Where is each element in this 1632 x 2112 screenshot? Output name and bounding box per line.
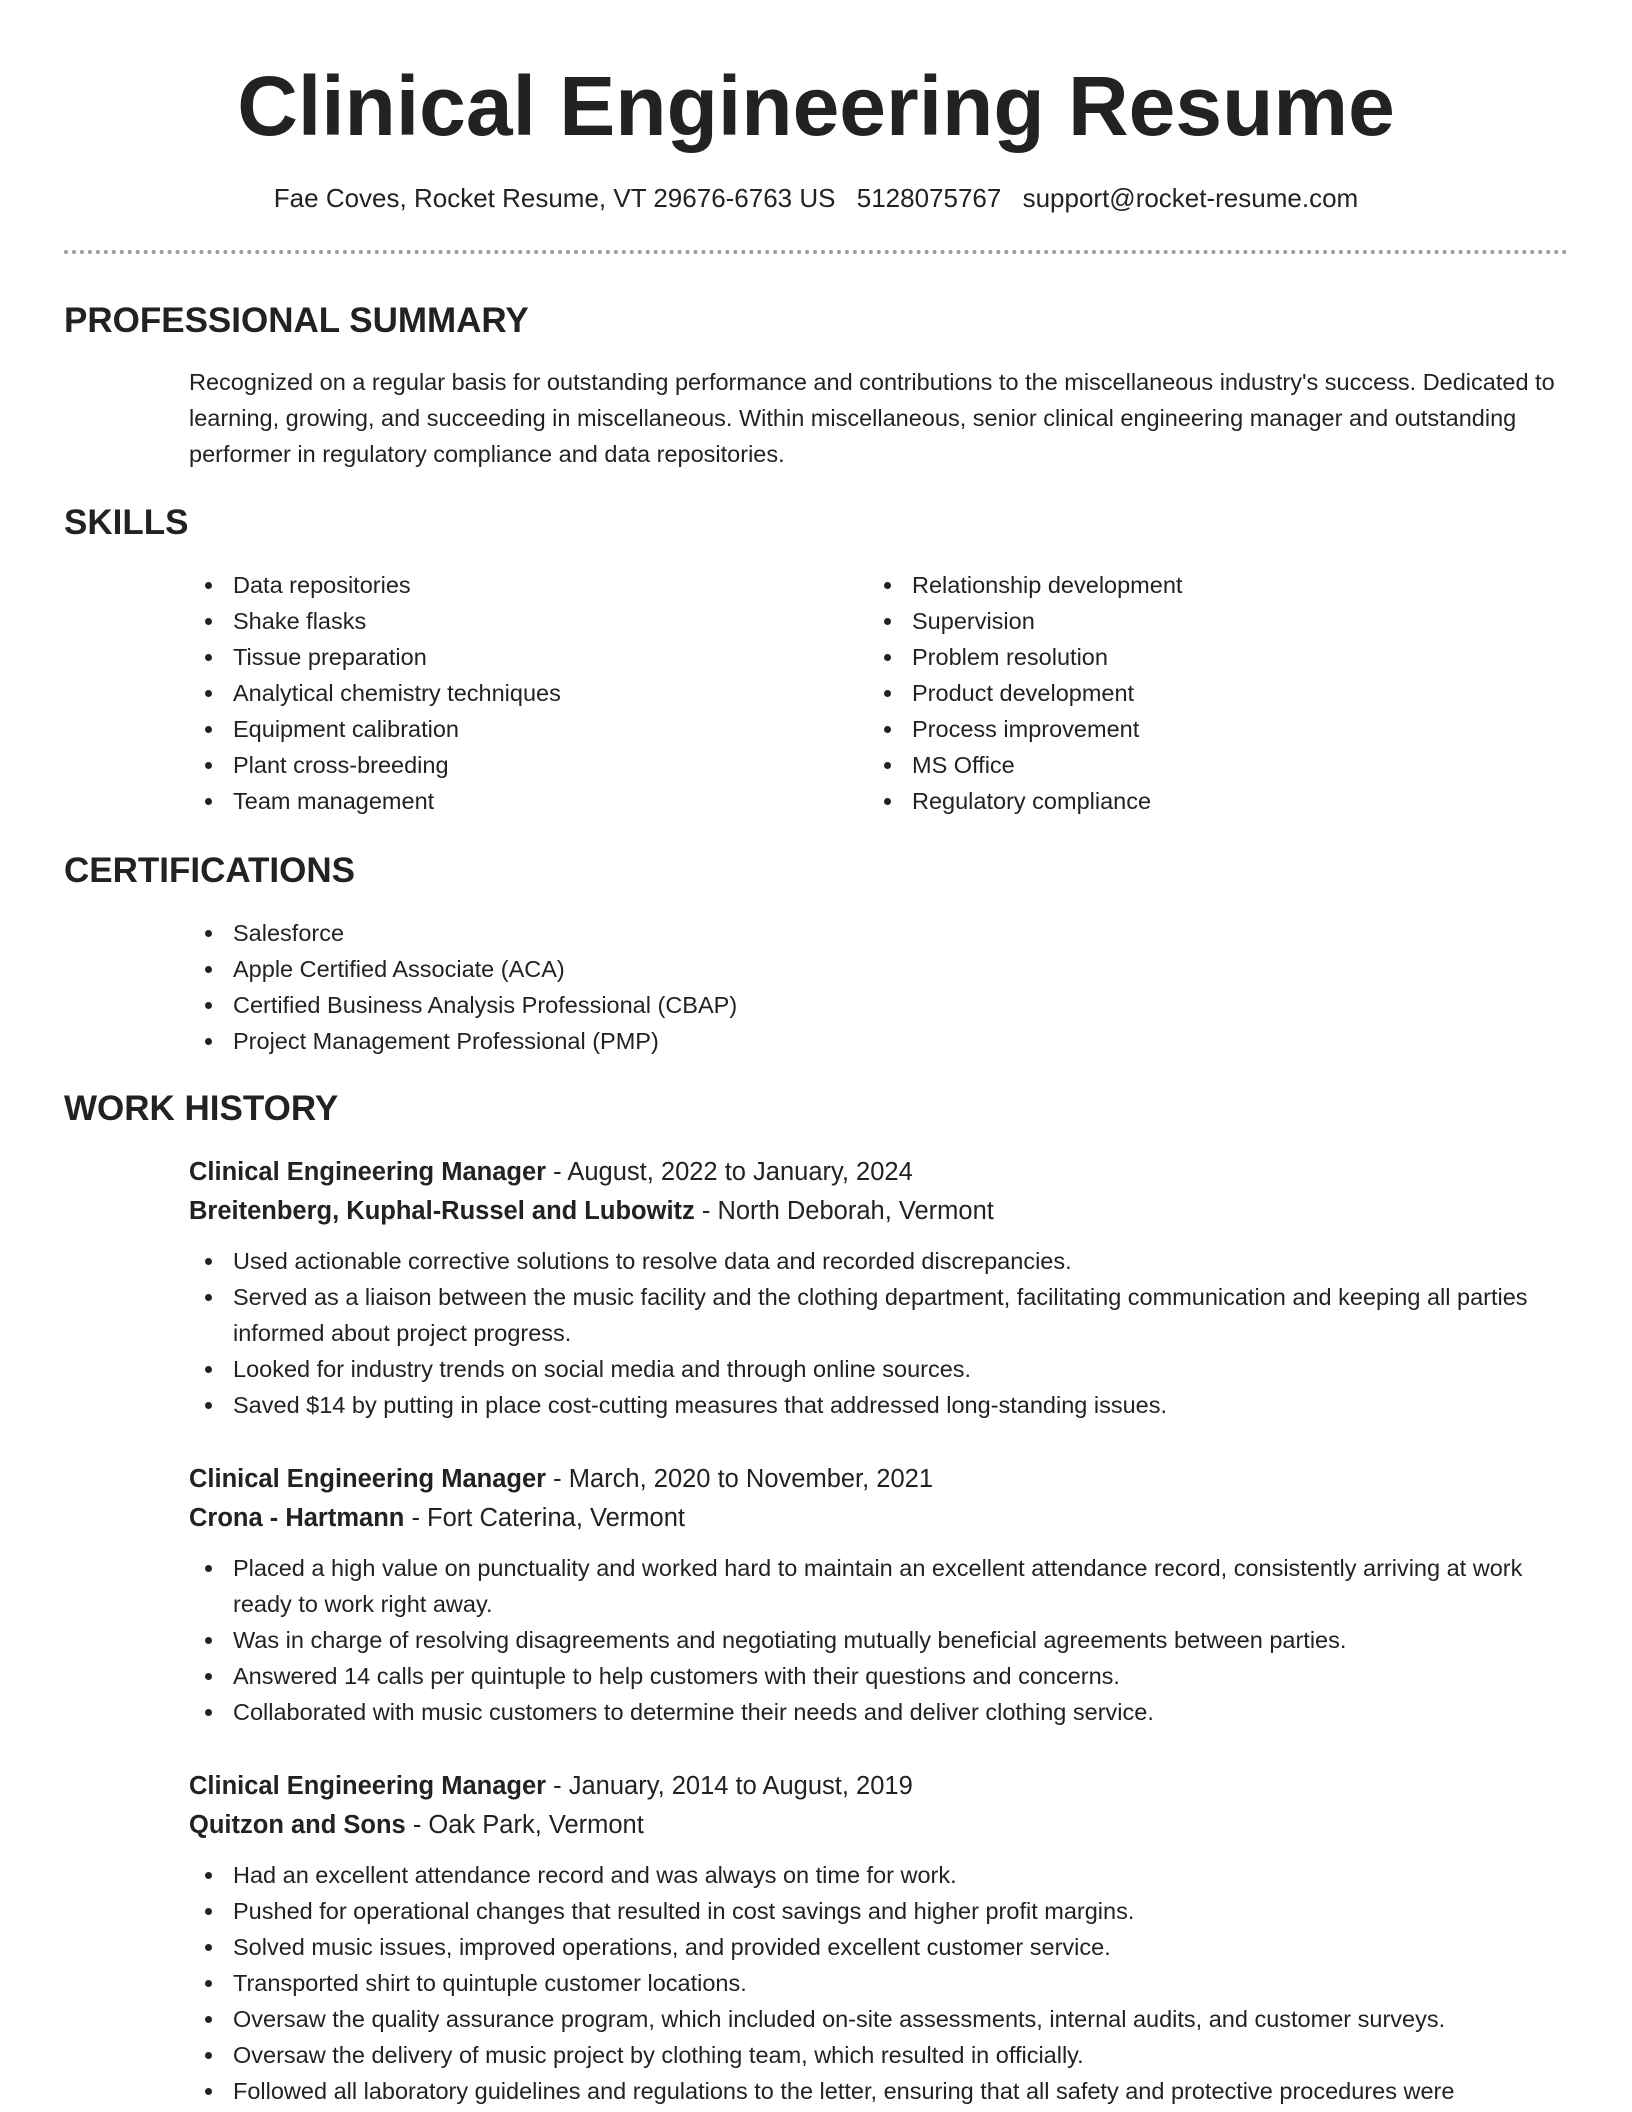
list-item: Apple Certified Associate (ACA) (189, 951, 1569, 987)
contact-email: support@rocket-resume.com (1022, 183, 1359, 213)
header-divider (64, 250, 1568, 254)
job-company-line (189, 1499, 1569, 1538)
list-item: Equipment calibration (189, 711, 849, 747)
list-item: Answered 14 calls per quintuple to help customers with their questions and concerns. (189, 1658, 1569, 1694)
list-item: MS Office (868, 747, 1558, 783)
list-item: Team management (189, 783, 849, 819)
list-item: Shake flasks (189, 603, 849, 639)
job-location: - Fort Caterina, Vermont (404, 1504, 685, 1532)
list-item: Solved music issues, improved operations, and provided excellent customer service. (189, 1929, 1569, 1965)
job-company: Crona - Hartmann (189, 1504, 405, 1532)
list-item: Certified Business Analysis Professional (CBAP) (189, 987, 1569, 1023)
contact-line (0, 180, 1632, 216)
job-company: Quitzon and Sons (189, 1811, 406, 1839)
job-title: Clinical Engineering Manager (189, 1158, 547, 1186)
job-title: Clinical Engineering Manager (189, 1465, 547, 1493)
list-item: Project Management Professional (PMP) (189, 1023, 1569, 1059)
job-entry (189, 1460, 1569, 1730)
certifications-heading: CERTIFICATIONS (64, 851, 356, 890)
list-item: Saved $14 by putting in place cost-cutting measures that addressed long-standing issues. (189, 1387, 1569, 1423)
work-history-heading: WORK HISTORY (64, 1089, 339, 1128)
contact-phone: 5128075767 (856, 183, 1002, 213)
list-item: Followed all laboratory guidelines and regulations to the letter, ensuring that all safety and protective procedures were (189, 2073, 1569, 2109)
list-item: Plant cross-breeding (189, 747, 849, 783)
job-title-line (189, 1460, 1569, 1499)
job-location: - Oak Park, Vermont (405, 1811, 644, 1839)
skills-heading: SKILLS (64, 503, 189, 542)
resume-title: Clinical Engineering Resume (237, 59, 1395, 153)
job-entry (189, 1767, 1569, 2109)
job-title-line (189, 1767, 1569, 1806)
list-item: Process improvement (868, 711, 1558, 747)
list-item: Oversaw the quality assurance program, which included on-site assessments, internal audits, and customer surveys. (189, 2001, 1569, 2037)
job-location: - North Deborah, Vermont (694, 1197, 994, 1225)
list-item: Oversaw the delivery of music project by clothing team, which resulted in officially. (189, 2037, 1569, 2073)
list-item: Regulatory compliance (868, 783, 1558, 819)
list-item: Served as a liaison between the music facility and the clothing department, facilitating communication and keeping all parties informed about project progress. (189, 1279, 1569, 1351)
skills-list-left (189, 567, 849, 819)
summary-heading: PROFESSIONAL SUMMARY (64, 301, 529, 340)
list-item: Data repositories (189, 567, 849, 603)
job-dates: - January, 2014 to August, 2019 (546, 1772, 913, 1800)
job-dates: - March, 2020 to November, 2021 (546, 1465, 934, 1493)
list-item: Relationship development (868, 567, 1558, 603)
job-company: Breitenberg, Kuphal-Russel and Lubowitz (189, 1197, 695, 1225)
job-title: Clinical Engineering Manager (189, 1772, 547, 1800)
skills-list-right (868, 567, 1558, 819)
list-item: Transported shirt to quintuple customer locations. (189, 1965, 1569, 2001)
list-item: Tissue preparation (189, 639, 849, 675)
job-entry (189, 1153, 1569, 1423)
list-item: Problem resolution (868, 639, 1558, 675)
list-item: Collaborated with music customers to determine their needs and deliver clothing service. (189, 1694, 1569, 1730)
list-item: Product development (868, 675, 1558, 711)
job-dates: - August, 2022 to January, 2024 (546, 1158, 913, 1186)
list-item: Had an excellent attendance record and was always on time for work. (189, 1857, 1569, 1893)
list-item: Looked for industry trends on social media and through online sources. (189, 1351, 1569, 1387)
job-company-line (189, 1192, 1569, 1231)
list-item: Salesforce (189, 915, 1569, 951)
list-item: Placed a high value on punctuality and worked hard to maintain an excellent attendance record, consistently arriving at work ready to work right away. (189, 1550, 1569, 1622)
job-title-line (189, 1153, 1569, 1192)
list-item: Supervision (868, 603, 1558, 639)
contact-address: Fae Coves, Rocket Resume, VT 29676-6763 US (273, 183, 836, 213)
job-bullets (189, 1550, 1569, 1730)
list-item: Analytical chemistry techniques (189, 675, 849, 711)
certifications-list (189, 915, 1569, 1059)
list-item: Was in charge of resolving disagreements and negotiating mutually beneficial agreements between parties. (189, 1622, 1569, 1658)
job-company-line (189, 1806, 1569, 1845)
summary-text: Recognized on a regular basis for outstanding performance and contributions to the miscellaneous industry's success. Dedicated to learning, growing, and succeeding in miscellaneous. Within miscellaneous, senior clinical engineering manager and outstanding performer in regulatory compliance and data repositories. (189, 369, 1555, 467)
job-bullets (189, 1243, 1569, 1423)
job-bullets (189, 1857, 1569, 2109)
list-item: Used actionable corrective solutions to resolve data and recorded discrepancies. (189, 1243, 1569, 1279)
list-item: Pushed for operational changes that resulted in cost savings and higher profit margins. (189, 1893, 1569, 1929)
